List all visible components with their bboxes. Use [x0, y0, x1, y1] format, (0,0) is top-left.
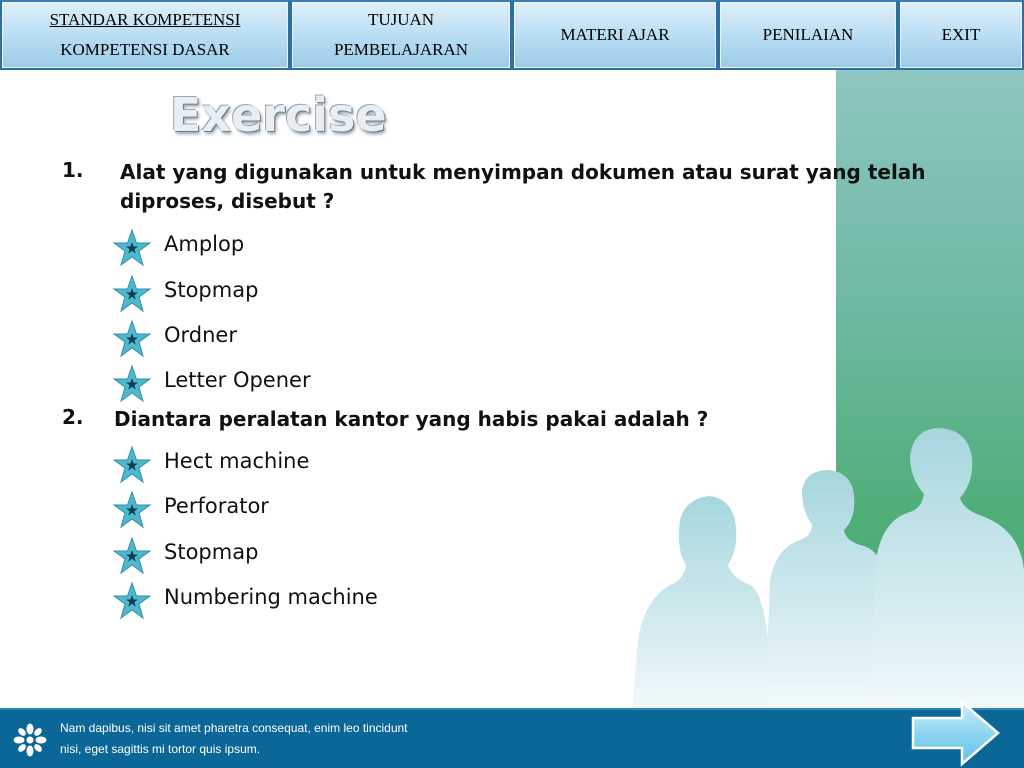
nav-label-exit: EXIT: [941, 25, 981, 44]
right-arrow-icon: [913, 702, 998, 764]
nav-label-penilaian: PENILAIAN: [762, 25, 854, 44]
option-label: Hect machine: [164, 449, 310, 473]
option-item[interactable]: [112, 585, 512, 625]
nav-label-standar-kompetensi: STANDAR KOMPETENSI: [49, 10, 241, 29]
star-icon: [112, 490, 152, 530]
option-item[interactable]: [112, 232, 512, 272]
option-label: Ordner: [164, 323, 237, 347]
option-item[interactable]: [112, 278, 512, 318]
nav-label-tujuan: TUJUAN: [367, 10, 435, 29]
nav-button-tujuan-pembelajaran[interactable]: [290, 0, 512, 70]
option-item[interactable]: [112, 540, 512, 580]
option-label: Perforator: [164, 494, 269, 518]
question-number: 2.: [62, 405, 84, 429]
footer-text-line-1: Nam dapibus, nisi sit amet pharetra consequat, enim leo tincidunt: [60, 721, 408, 735]
footer-text-line-2: nisi, eget sagittis mi tortor quis ipsum.: [60, 742, 261, 756]
nav-label-pembelajaran: PEMBELAJARAN: [333, 40, 469, 59]
option-label: Stopmap: [164, 278, 259, 302]
nav-button-exit[interactable]: [898, 0, 1024, 70]
option-label: Numbering machine: [164, 585, 378, 609]
next-slide-button[interactable]: [910, 698, 1002, 768]
option-label: Amplop: [164, 232, 245, 256]
people-silhouette-illustration: [620, 420, 1024, 710]
star-icon: [112, 319, 152, 359]
star-icon: [112, 445, 152, 485]
star-icon: [112, 581, 152, 621]
question-2: [62, 405, 822, 435]
question-number: 1.: [62, 158, 84, 182]
star-icon: [112, 364, 152, 404]
top-navigation: [0, 0, 1024, 70]
star-icon: [112, 536, 152, 576]
option-item[interactable]: [112, 449, 512, 489]
star-icon: [112, 228, 152, 268]
option-item[interactable]: [112, 368, 512, 408]
star-icon: [112, 274, 152, 314]
question-text: Alat yang digunakan untuk menyimpan dokumen atau surat yang telah diproses, disebut ?: [120, 160, 926, 213]
option-item[interactable]: [112, 323, 512, 363]
flower-icon: [12, 722, 48, 758]
nav-label-materi-ajar: MATERI AJAR: [560, 25, 670, 44]
question-text: Diantara peralatan kantor yang habis pakai adalah ?: [114, 407, 709, 431]
page-title: Exercise: [170, 88, 387, 142]
option-label: Letter Opener: [164, 368, 311, 392]
option-label: Stopmap: [164, 540, 259, 564]
option-item[interactable]: [112, 494, 512, 534]
nav-label-kompetensi-dasar: KOMPETENSI DASAR: [60, 40, 230, 59]
nav-button-standar-kompetensi[interactable]: [0, 0, 290, 70]
nav-button-materi-ajar[interactable]: [512, 0, 718, 70]
footer-bar: [0, 708, 1024, 768]
nav-button-penilaian[interactable]: [718, 0, 898, 70]
question-1: [62, 158, 942, 218]
